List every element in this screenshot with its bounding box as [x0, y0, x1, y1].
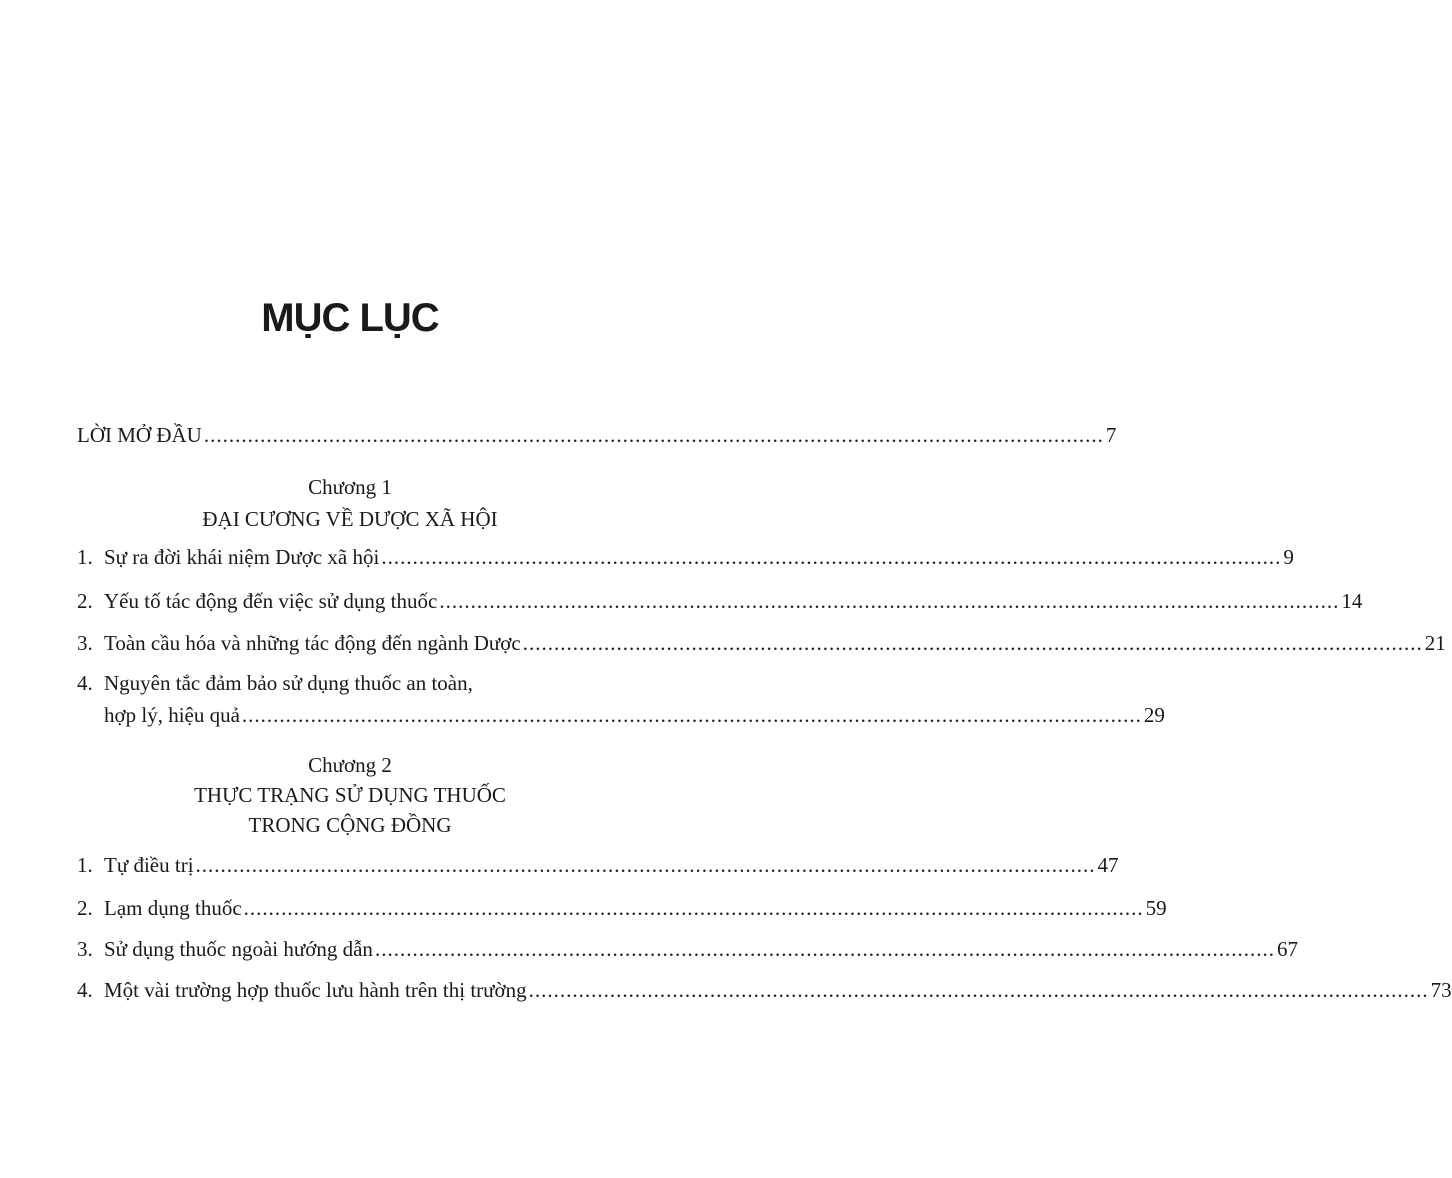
- toc-entry[interactable]: [77, 542, 1294, 572]
- chapter-title: THỰC TRẠNG SỬ DỤNG THUỐC: [194, 783, 506, 807]
- toc-entry-intro[interactable]: [77, 420, 1117, 450]
- chapter-label: Chương 2: [308, 753, 392, 777]
- chapter-title: TRONG CỘNG ĐỒNG: [248, 813, 452, 837]
- toc-entry-page: 29: [1143, 703, 1165, 727]
- dot-leader: ................................................................................................................................................: [243, 896, 1144, 920]
- toc-entry-label: LỜI MỞ ĐẦU: [77, 423, 202, 447]
- toc-entry[interactable]: [77, 668, 607, 698]
- toc-entry-continuation[interactable]: [104, 700, 1165, 730]
- toc-entry-page: 14: [1341, 589, 1363, 613]
- toc-entry-label: hợp lý, hiệu quả: [104, 703, 240, 727]
- toc-entry-page: 67: [1276, 937, 1298, 961]
- toc-entry-number: 1.: [77, 545, 93, 569]
- toc-entry-label: Một vài trường hợp thuốc lưu hành trên thị trường: [104, 978, 527, 1002]
- toc-entry-label: Sự ra đời khái niệm Dược xã hội: [104, 545, 380, 569]
- toc-entry[interactable]: [77, 893, 1167, 923]
- toc-entry-page: 7: [1105, 423, 1117, 447]
- dot-leader: ................................................................................................................................................: [522, 631, 1423, 655]
- toc-entry-label: Yếu tố tác động đến việc sử dụng thuốc: [104, 589, 438, 613]
- dot-leader: ................................................................................................................................................: [203, 423, 1104, 447]
- toc-entry-page: 21: [1424, 631, 1446, 655]
- toc-entry-number: 4.: [77, 978, 93, 1002]
- toc-entry[interactable]: [77, 628, 1446, 658]
- toc-entry-number: 1.: [77, 853, 93, 877]
- toc-entry-page: 9: [1283, 545, 1294, 569]
- toc-entry[interactable]: [77, 934, 1298, 964]
- toc-entry-label: Lạm dụng thuốc: [104, 896, 242, 920]
- dot-leader: ................................................................................................................................................: [374, 937, 1275, 961]
- toc-entry-number: 4.: [77, 671, 93, 695]
- toc-entry[interactable]: [77, 850, 1119, 880]
- dot-leader: ................................................................................................................................................: [195, 853, 1096, 877]
- chapter-label: Chương 1: [308, 475, 392, 499]
- toc-entry-number: 3.: [77, 937, 93, 961]
- toc-entry-label: Tự điều trị: [104, 853, 194, 877]
- toc-entry-number: 3.: [77, 631, 93, 655]
- toc-entry-page: 47: [1097, 853, 1119, 877]
- toc-entry-label: Nguyên tắc đảm bảo sử dụng thuốc an toàn,: [104, 671, 473, 695]
- toc-entry-number: 2.: [77, 589, 93, 613]
- toc-entry-page: 59: [1145, 896, 1167, 920]
- toc-entry-number: 2.: [77, 896, 93, 920]
- dot-leader: ................................................................................................................................................: [381, 545, 1282, 569]
- toc-entry-label: Sử dụng thuốc ngoài hướng dẫn: [104, 937, 373, 961]
- toc-entry[interactable]: [77, 586, 1363, 616]
- toc-entry-page: 73: [1430, 978, 1452, 1002]
- toc-entry[interactable]: [77, 975, 1452, 1005]
- dot-leader: ................................................................................................................................................: [241, 703, 1142, 727]
- dot-leader: ................................................................................................................................................: [528, 978, 1429, 1002]
- chapter-title: ĐẠI CƯƠNG VỀ DƯỢC XÃ HỘI: [202, 507, 498, 531]
- dot-leader: ................................................................................................................................................: [439, 589, 1340, 613]
- toc-entry-label: Toàn cầu hóa và những tác động đến ngành Dược: [104, 631, 521, 655]
- page-title: MỤC LỤC: [261, 296, 439, 340]
